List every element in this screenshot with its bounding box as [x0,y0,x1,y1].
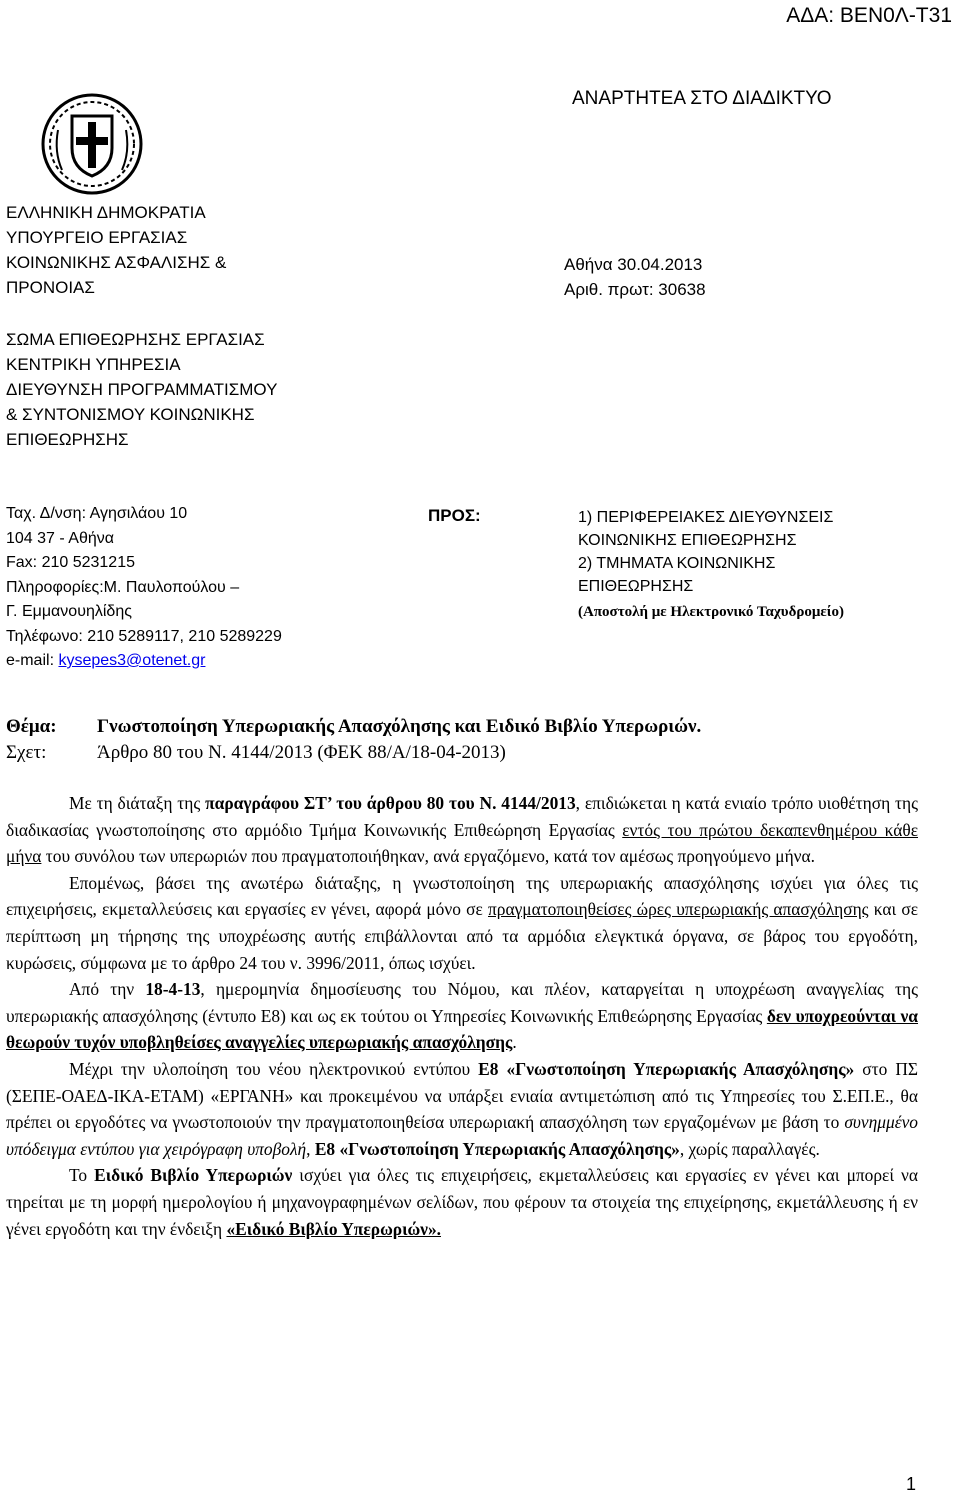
subject-block [6,714,926,770]
address-line: Ταχ. Δ/νση: Αγησιλάου 10 [6,505,188,522]
recipient-line: 1) ΠΕΡΙΦΕΡΕΙΑΚΕΣ ΔΙΕΥΘΥΝΣΕΙΣ [578,509,834,526]
text-run: και σε περίπτωση μη τήρησης της υποχρέωσης αυτής επιβάλλονται από τα αρμόδια ελεγκτικά όργανα, σε βάρος του εργοδότη, κυρώσεις, σύμφωνα με το άρθρο 24 του ν. 3996/2011, όπως ισχύει. [6,899,919,973]
body-paragraph [6,976,918,1056]
subject-text: Γνωστοποίηση Υπερωριακής Απασχόλησης και Ειδικό Βιβλίο Υπερωριών. [97,716,702,737]
hellenic-emblem-icon [40,92,144,196]
body-paragraph [6,790,918,870]
page-number: 1 [905,1474,916,1494]
body-paragraph [6,1056,918,1162]
issuer-line: ΥΠΟΥΡΓΕΙΟ ΕΡΓΑΣΙΑΣ [6,228,188,247]
subject-label: Θέμα: [6,716,57,737]
text-run: Με τη διάταξη της [69,793,206,813]
text-run: , επιδιώκεται η κατά ενιαίο τρόπο υιοθέτηση της διαδικασίας γνωστοποίησης στο αρμόδιο Τμήμα Κοινωνικής Επιθεώρηση Εργασίας [6,793,919,840]
address-block [6,502,282,674]
address-line: Γ. Εμμανουηλίδης [6,603,132,620]
date-line: Αθήνα 30.04.2013 [564,255,703,274]
ada-code: ΑΔΑ: ΒΕΝ0Λ-Τ31 [786,4,952,27]
text-run: στο ΠΣ (ΣΕΠΕ-ΟΑΕΔ-ΙΚΑ-ΕΤΑΜ) «ΕΡΓΑΝΗ» και προκειμένου να υπάρξει ενιαία αντιμετώπιση από τις Υπηρεσίες του Σ.ΕΠ.Ε., θα πρέπει οι εργοδότες να γνωστοποιούν την πραγματοποιηθείσα υπερωριακή απασχόληση των εργαζομένων με βάση το [6,1058,919,1133]
issuer-block [6,200,226,300]
address-line: Fax: 210 5231215 [6,554,135,571]
text-run: πραγματοποιηθείσες ώρες υπερωριακής απασχόλησης [488,899,869,920]
recipient-line: ΕΠΙΘΕΩΡΗΣΗΣ [578,578,694,595]
delivery-note: (Αποστολή με Ηλεκτρονικό Ταχυδρομείο) [578,604,844,620]
department-line: & ΣΥΝΤΟΝΙΣΜΟΥ ΚΟΙΝΩΝΙΚΗΣ [6,405,255,424]
text-run: του συνόλου των υπερωριών που πραγματοποιήθηκαν, ανά εργαζόμενο, κατά τον αμέσως προηγούμενο μήνα. [41,846,815,867]
text-run: παραγράφου ΣΤ’ του άρθρου 80 του Ν. 4144/2013 [205,793,576,813]
recipient-line: 2) ΤΜΗΜΑΤΑ ΚΟΙΝΩΝΙΚΗΣ [578,555,776,572]
text-run: Επομένως, βάσει της ανωτέρω διάταξης, η γνωστοποίηση της υπερωριακής απασχόλησης ισχύει για όλες τις επιχειρήσεις, εκμεταλλεύσεις και εργασίες εν γένει, αφορά μόνο σε [6,872,918,920]
text-run: εντός του πρώτου δεκαπενθημέρου κάθε μήνα [6,819,918,867]
text-run: , [306,1138,315,1159]
department-block [6,327,277,452]
text-run: , ημερομηνία δημοσίευσης του Νόμου, και πλέον, καταργείται η υποχρέωση αναγγελίας της υπερωριακής απασχόλησης (έντυπο Ε8) και ως εκ τούτου οι Υπηρεσίες Κοινωνικής Επιθεώρησης Εργασίας [6,979,918,1026]
department-line: ΔΙΕΥΘΥΝΣΗ ΠΡΟΓΡΑΜΜΑΤΙΣΜΟΥ [6,380,278,399]
recipient-line: ΚΟΙΝΩΝΙΚΗΣ ΕΠΙΘΕΩΡΗΣΗΣ [578,532,797,549]
address-line: Τηλέφωνο: 210 5289117, 210 5289229 [6,627,282,645]
text-run: ισχύει για όλες τις επιχειρήσεις, εκμεταλλεύσεις και εργασίες εν γένει και μπορεί να τηρείται με τη μορφή ημερολογίου ή μηχανογραφημένων σελίδων, που φέρουν τα στοιχεία της επιχείρησης, εκμετάλλευσης ή εν γένει εργοδότη και την ένδειξη [6,1165,919,1239]
text-run: δεν υποχρεούνται να θεωρούν τυχόν υποβληθείσες αναγγελίες υπερωριακής απασχόλησης [6,1005,919,1053]
address-line: 104 37 - Αθήνα [6,529,114,547]
reference-label: Σχετ: [6,742,47,763]
text-run: «Ειδικό Βιβλίο Υπερωριών». [226,1218,441,1239]
text-run: Ε8 «Γνωστοποίηση Υπερωριακής Απασχόλησης» [314,1138,680,1159]
email-line [6,649,282,674]
issuer-line: ΠΡΟΝΟΙΑΣ [6,278,95,297]
text-run: . [512,1032,517,1053]
text-run: συνημμένο υπόδειγμα εντύπου για χειρόγραφη υποβολή [6,1112,918,1159]
body-paragraph [6,870,918,976]
body-paragraph [6,1162,918,1242]
text-run: 18-4-13 [145,979,201,1000]
reference-text: Άρθρο 80 του Ν. 4144/2013 (ΦΕΚ 88/Α/18-04-2013) [97,742,506,763]
letter-body [6,790,918,1242]
issuer-line: ΕΛΛΗΝΙΚΗ ΔΗΜΟΚΡΑΤΙΑ [6,203,206,222]
email-link[interactable]: kysepes3@otenet.gr [58,652,206,669]
department-line: ΕΠΙΘΕΩΡΗΣΗΣ [6,430,129,449]
recipient-block [578,506,844,624]
department-line: ΣΩΜΑ ΕΠΙΘΕΩΡΗΣΗΣ ΕΡΓΑΣΙΑΣ [6,330,265,349]
text-run: Από την [69,979,146,1000]
department-line: ΚΕΝΤΡΙΚΗ ΥΠΗΡΕΣΙΑ [6,355,181,374]
to-label: ΠΡΟΣ: [428,506,481,525]
posting-notice: ΑΝΑΡΤΗΤΕΑ ΣΤΟ ΔΙΑΔΙΚΤΥΟ [572,88,832,109]
text-run: Μέχρι την υλοποίηση του νέου ηλεκτρονικού εντύπου [69,1058,479,1079]
address-line: Πληροφορίες:Μ. Παυλοπούλου – [6,578,240,596]
text-run: Το [69,1165,95,1186]
text-run: Ειδικό Βιβλίο Υπερωριών [94,1165,293,1186]
text-run: , χωρίς παραλλαγές. [679,1138,820,1159]
issuer-line: ΚΟΙΝΩΝΙΚΗΣ ΑΣΦΑΛΙΣΗΣ & [6,253,227,272]
text-run: Ε8 «Γνωστοποίηση Υπερωριακής Απασχόλησης» [478,1058,855,1079]
protocol-line: Αριθ. πρωτ: 30638 [564,280,706,299]
email-label: e-mail: [6,652,59,669]
